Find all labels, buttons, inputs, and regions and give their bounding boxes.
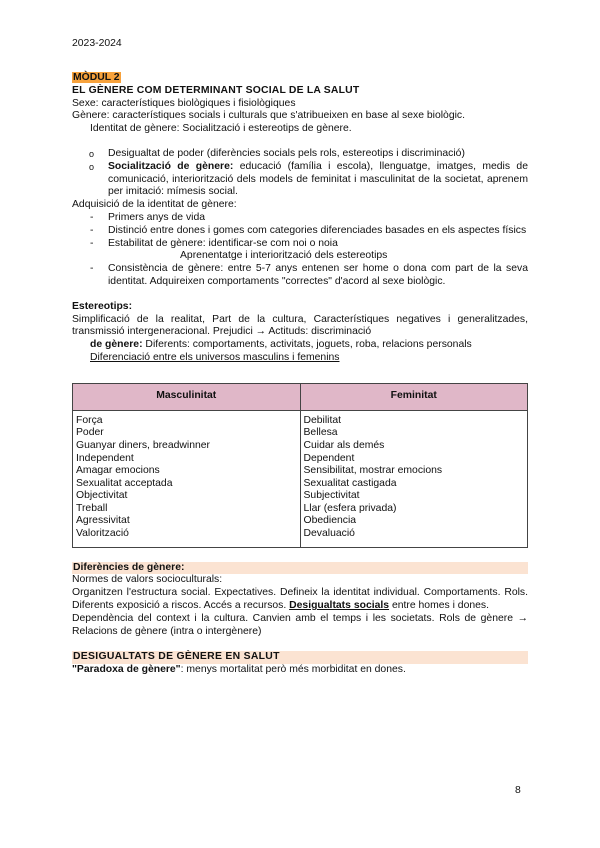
table-cell: Sexualitat castigada: [303, 477, 397, 489]
estereotips-heading: Estereotips:: [72, 300, 133, 312]
paradoxa-bold: "Paradoxa de gènere": [72, 664, 181, 676]
diferencies-text-before: Organitzen l'estructura social. Expectatives. Defineix la identitat individual. Comportaments. Rols. Diferents exposició a riscos. Accés a recursos.: [72, 587, 528, 612]
intro-genere: Gènere: característiques socials i culturals que s'atribueixen en base al sexe biològic.: [72, 110, 465, 122]
dash-bullet-icon: -: [90, 237, 94, 249]
dash-bullet-icon: -: [90, 263, 94, 275]
list-item-sub: Aprenentatge i interiorització dels estereotips: [180, 250, 388, 262]
list-item-text: Estabilitat de gènere: identificar-se com noi o noia: [108, 237, 338, 249]
list-item: [72, 263, 528, 289]
desigualtats-heading: DESIGUALTATS DE GÈNERE EN SALUT: [72, 651, 528, 664]
dash-bullet-icon: -: [90, 224, 94, 236]
desigualtats-socials-link: Desigualtats socials: [289, 600, 390, 612]
masculinitat-column: [73, 410, 301, 547]
list-item-text: Distinció entre dones i gomes com categories diferenciades basades en els aspectes físics: [108, 224, 527, 236]
table-cell: Independent: [76, 452, 134, 464]
paradoxa-line: [72, 664, 528, 677]
circle-bullet-icon: o: [89, 148, 95, 159]
table-cell: Obediencia: [303, 515, 357, 527]
table-cell: Debilitat: [303, 414, 342, 426]
circle-list: [72, 148, 528, 199]
table-cell: Bellesa: [303, 427, 338, 439]
table-cell: Cuidar als demés: [303, 439, 385, 451]
intro-identitat: Identitat de gènere: Socialització i estereotips de gènere.: [90, 123, 352, 135]
diferencies-dependencia: Dependència del context i la cultura. Canvien amb el temps i les societats. Rols de gènere → Relacions de gènere (intra o intergènere): [72, 612, 528, 637]
list-item: [72, 225, 528, 238]
estereotips-diferenciacio: [72, 352, 528, 365]
page-number: 8: [515, 785, 521, 796]
circle-bullet-icon: o: [89, 161, 95, 172]
table-cell: Llar (esfera privada): [303, 502, 397, 514]
spacer: [72, 289, 528, 301]
list-item-bold: Socialització de gènere:: [108, 160, 234, 172]
estereotips-genere-text: Diferents: comportaments, activitats, joguets, roba, relacions personals: [142, 339, 472, 351]
list-item-text: Desigualtat de poder (diferències socials pels rols, estereotips i discriminació): [108, 147, 465, 159]
spacer: [72, 548, 528, 562]
diferencies-normes: Normes de valors socioculturals:: [72, 574, 223, 586]
list-item-text: Consistència de gènere: entre 5-7 anys entenen ser home o dona com part de la seva identitat. Adquireixen comportaments "correctes" d'acord al sexe biològic.: [108, 263, 528, 287]
diferenciacio-text: Diferenciació entre els universos masculins i femenins: [90, 351, 340, 363]
dash-bullet-icon: -: [90, 211, 94, 223]
list-item-text: educació (família i escola), llenguatge, imatges, medis de comunicació, interiorització dels models de feminitat i masculinitat de la societat, aprenem per imitació: mímesis social.: [108, 160, 528, 198]
spacer: [72, 136, 528, 148]
feminitat-column: [300, 410, 528, 547]
dash-list: [72, 212, 528, 289]
intro-sexe: Sexe: característiques biològiques i fisiològiques: [72, 97, 296, 109]
diferencies-text-after: entre homes i dones.: [389, 600, 489, 612]
list-item: [72, 148, 528, 161]
table-cell: Força: [76, 414, 103, 426]
gender-table: [72, 383, 528, 548]
list-item-text: Primers anys de vida: [108, 211, 206, 223]
table-cell: Devaluació: [303, 528, 355, 540]
list-item: [72, 161, 528, 199]
table-cell: Dependent: [303, 452, 355, 464]
estereotips-genere: [72, 339, 528, 352]
diferencies-text: [72, 587, 528, 613]
main-content: [72, 72, 528, 677]
table-cell: Guanyar diners, breadwinner: [76, 439, 210, 451]
table-cell: Treball: [76, 502, 108, 514]
diferencies-heading: Diferències de gènere:: [72, 562, 528, 575]
table-cell: Valorització: [76, 528, 129, 540]
table-header-feminitat: Feminitat: [300, 383, 528, 410]
table-cell: Sexualitat acceptada: [76, 477, 173, 489]
section-title: EL GÈNERE COM DETERMINANT SOCIAL DE LA SALUT: [72, 84, 360, 96]
table-cell: Objectivitat: [76, 490, 128, 502]
table-cell: Amagar emocions: [76, 465, 160, 477]
table-cell: Poder: [76, 427, 104, 439]
list-item: [72, 238, 528, 264]
estereotips-text: Simplificació de la realitat, Part de la cultura, Característiques negatives i generalitzades, transmissió intergeneracional. Prejudici → Actituds: discriminació: [72, 313, 528, 338]
table-header-row: [73, 383, 528, 410]
table-cell: Subjectivitat: [303, 490, 360, 502]
table-cell: Sensibilitat, mostrar emocions: [303, 465, 443, 477]
module-label: MÒDUL 2: [73, 72, 120, 83]
header-year: 2023-2024: [72, 38, 122, 49]
table-row: [73, 410, 528, 547]
adquisicio-heading: Adquisició de la identitat de gènere:: [72, 199, 237, 211]
spacer: [72, 638, 528, 651]
spacer: [72, 365, 528, 375]
paradoxa-text: : menys mortalitat però més morbiditat en dones.: [180, 664, 406, 676]
table-header-masculinitat: Masculinitat: [73, 383, 301, 410]
module-label-line: [72, 72, 528, 85]
table-cell: Agressivitat: [76, 515, 130, 527]
estereotips-genere-label: de gènere:: [90, 339, 143, 351]
list-item: [72, 212, 528, 225]
